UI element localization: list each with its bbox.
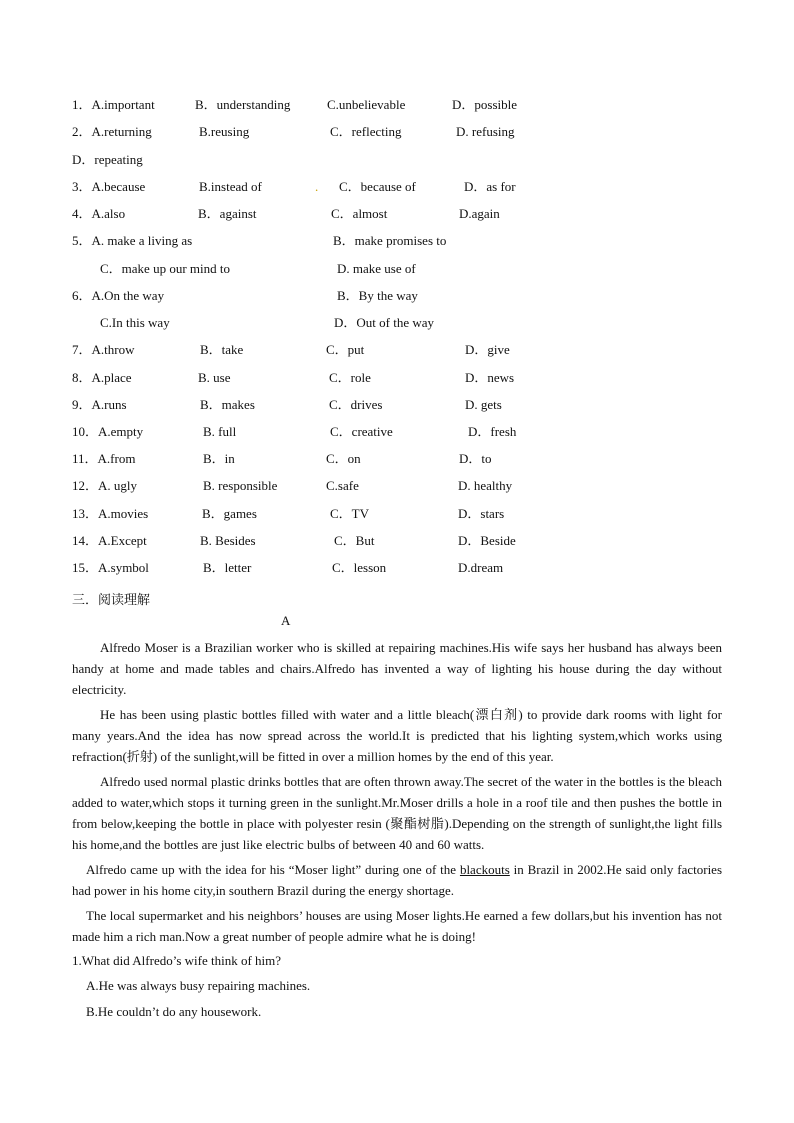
option-d: D.dream bbox=[458, 560, 504, 575]
paragraph-4-end: in Brazil in 2002.He said only factories had power in his home city,in southern Brazil during the energy shortage. bbox=[72, 862, 723, 898]
option-a: 5．A. make a living as bbox=[72, 233, 193, 248]
option-d: D．Beside bbox=[458, 533, 516, 548]
option-a: 1．A.important bbox=[72, 97, 155, 112]
option-b: B．games bbox=[202, 506, 257, 521]
option-a: 12．A. ugly bbox=[72, 478, 138, 493]
option-c: C.safe bbox=[326, 478, 359, 493]
passage-label: A bbox=[281, 613, 291, 628]
option-a: 3．A.because bbox=[72, 179, 146, 194]
option-d: D．to bbox=[459, 451, 492, 466]
option-b: B．take bbox=[200, 342, 244, 357]
option-b: B．By the way bbox=[337, 288, 418, 303]
paragraph-4-start: Alfredo came up with the idea for his “Moser light” during one of the bbox=[86, 862, 460, 877]
option-d: D. gets bbox=[465, 397, 502, 412]
option-d: D．as for bbox=[464, 179, 516, 194]
option-a: 4．A.also bbox=[72, 206, 126, 221]
option-a: 11．A.from bbox=[72, 451, 136, 466]
option-b: B．understanding bbox=[195, 97, 291, 112]
option-d: D．stars bbox=[458, 506, 505, 521]
option-c: C．lesson bbox=[332, 560, 387, 575]
reading-option: B.He couldn’t do any housework. bbox=[86, 1004, 262, 1019]
option-d: D．repeating bbox=[72, 152, 143, 167]
option-b: B.reusing bbox=[199, 124, 250, 139]
option-c: C.unbelievable bbox=[327, 97, 406, 112]
option-d: D.again bbox=[459, 206, 500, 221]
reading-option: A.He was always busy repairing machines. bbox=[86, 978, 311, 993]
option-a: 6．A.On the way bbox=[72, 288, 165, 303]
option-a: 7．A.throw bbox=[72, 342, 135, 357]
option-d: D．fresh bbox=[468, 424, 517, 439]
option-b: B．make promises to bbox=[333, 233, 447, 248]
option-c: C．make up our mind to bbox=[100, 261, 230, 276]
paragraph-5: The local supermarket and his neighbors’ houses are using Moser lights.He earned a few dollars,but his invention has not made him a rich man.Now a great number of people admire what he is doing! bbox=[72, 908, 722, 944]
paragraph-3: Alfredo used normal plastic drinks bottles that are often thrown away.The secret of the water in the bottles is the bleach added to water,which stops it turning green in the sunlight.Mr.Moser drills a hole in a roof tile and then pushes the bottle in from below,keeping the bottle in place with polyester resin (聚酯树脂).Depending on the strength of sunlight,the light fills his home,and the bottles are just like electric bulbs of between 40 and 60 watts. bbox=[72, 774, 722, 852]
option-d: D．Out of the way bbox=[334, 315, 435, 330]
option-b: B.instead of bbox=[199, 179, 262, 194]
option-c: C．But bbox=[334, 533, 375, 548]
option-d: D．give bbox=[465, 342, 510, 357]
option-d: D. make use of bbox=[337, 261, 416, 276]
option-b: B. full bbox=[203, 424, 237, 439]
option-d: D．possible bbox=[452, 97, 518, 112]
option-a: 2．A.returning bbox=[72, 124, 152, 139]
section-title: 三．阅读理解 bbox=[72, 593, 151, 608]
option-c: C．drives bbox=[329, 397, 383, 412]
paragraph-1: Alfredo Moser is a Brazilian worker who is skilled at repairing machines.His wife says her husband has always been handy at home and made tables and chairs.Alfredo has invented a way of lighting his house during the day without electricity. bbox=[72, 640, 722, 697]
paragraph-4 bbox=[72, 859, 722, 901]
option-a: 8．A.place bbox=[72, 370, 132, 385]
option-b: B．makes bbox=[200, 397, 255, 412]
stray-dot: . bbox=[315, 179, 319, 194]
option-b: B．against bbox=[198, 206, 257, 221]
option-b: B．letter bbox=[203, 560, 252, 575]
paragraph-2: He has been using plastic bottles filled with water and a little bleach(漂白剂) to provide dark rooms with light for many years.And the idea has now spread across the world.It is predicted that his lighting system,which works using refraction(折射) of the sunlight,will be fitted in over a million homes by the end of this year. bbox=[72, 707, 722, 764]
option-b: B. Besides bbox=[200, 533, 256, 548]
option-c: C．TV bbox=[330, 506, 370, 521]
option-a: 10．A.empty bbox=[72, 424, 144, 439]
option-a: 14．A.Except bbox=[72, 533, 147, 548]
option-d: D. healthy bbox=[458, 478, 513, 493]
option-b: B．in bbox=[203, 451, 235, 466]
option-c: C．almost bbox=[331, 206, 388, 221]
option-c: C．because of bbox=[339, 179, 416, 194]
option-c: C．creative bbox=[330, 424, 393, 439]
option-a: 13．A.movies bbox=[72, 506, 149, 521]
option-c: C．put bbox=[326, 342, 365, 357]
option-c: C．reflecting bbox=[330, 124, 402, 139]
option-a: 9．A.runs bbox=[72, 397, 127, 412]
option-b: B. use bbox=[198, 370, 231, 385]
option-d: D．news bbox=[465, 370, 515, 385]
reading-question: 1.What did Alfredo’s wife think of him? bbox=[72, 953, 282, 968]
option-a: 15．A.symbol bbox=[72, 560, 149, 575]
option-d: D. refusing bbox=[456, 124, 515, 139]
underlined-word: blackouts bbox=[459, 862, 510, 877]
option-c: C．role bbox=[329, 370, 371, 385]
option-c: C．on bbox=[326, 451, 361, 466]
option-c: C.In this way bbox=[100, 315, 170, 330]
option-b: B. responsible bbox=[203, 478, 278, 493]
